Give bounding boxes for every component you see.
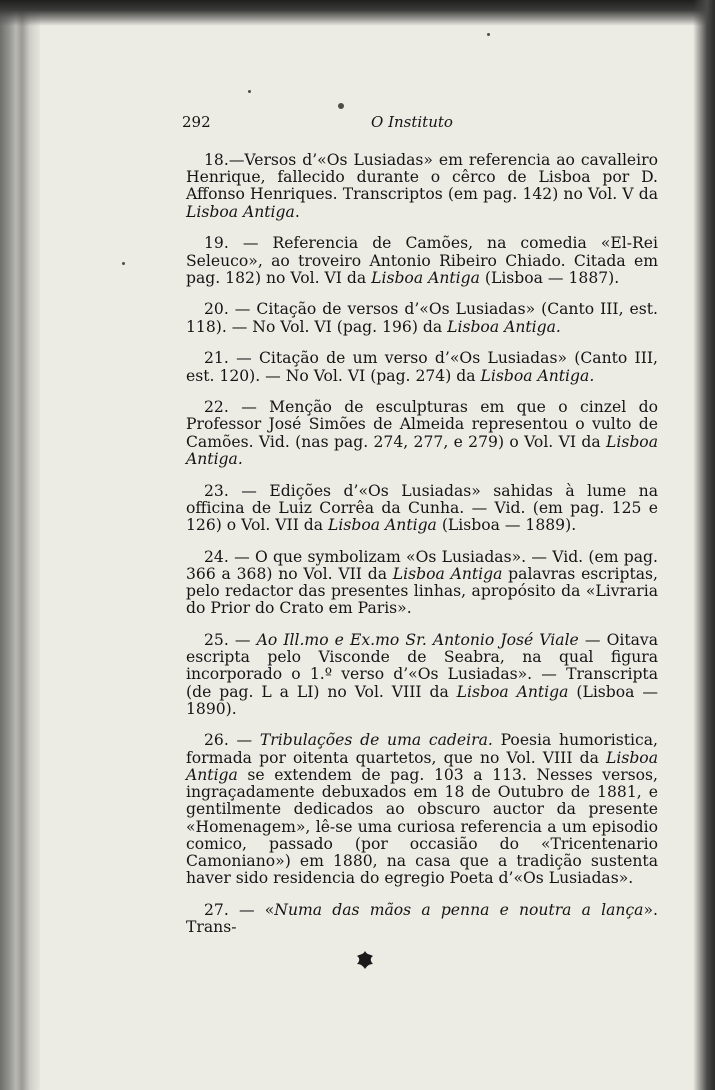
entry-number: 19. bbox=[204, 234, 229, 253]
page-number: 292 bbox=[182, 113, 211, 131]
entry-text: — Oitava escripta pelo Visconde de Seabra, na qual figura incorporado o 1.º verso d’«Os Lusiadas». — Transcripta (de pag. L a LI) no Vol. VIII da bbox=[186, 630, 659, 701]
catalogue-entry bbox=[186, 483, 658, 535]
page-header bbox=[182, 112, 658, 134]
entry-text: — Citação de um verso d’«Os Lusiadas» (Canto III, est. 120). — No Vol. VI (pag. 274) da bbox=[186, 349, 658, 385]
entry-text: — Edições d’«Os Lusiadas» sahidas à lume na officina de Luiz Corrêa da Cunha. — Vid. (em pag. 125 e 126) o Vol. VII da bbox=[186, 481, 658, 534]
entry-italic-text: Tribulações de uma cadeira. bbox=[259, 731, 493, 750]
paper-speck bbox=[248, 90, 251, 93]
entry-text: — O que symbolizam «Os Lusiadas». — Vid. (em pag. 366 a 368) no Vol. VII da bbox=[186, 547, 658, 583]
entry-italic-text: Lisboa Antiga. bbox=[447, 317, 561, 336]
catalogue-entry bbox=[186, 732, 658, 887]
catalogue-entry bbox=[186, 399, 658, 468]
entry-number: 22. bbox=[204, 398, 229, 417]
entry-text: — Citação de versos d’«Os Lusiadas» (Canto III, est. 118). — No Vol. VI (pag. 196) da bbox=[186, 300, 658, 336]
entry-italic-text: Lisboa Antiga bbox=[328, 515, 437, 534]
entry-text: — bbox=[228, 630, 257, 649]
page-body bbox=[182, 112, 659, 951]
entry-text: (Lisboa — 1890). bbox=[186, 682, 658, 718]
entry-number: 26. bbox=[204, 731, 229, 750]
paper-speck bbox=[338, 103, 344, 109]
catalogue-entry bbox=[186, 235, 658, 287]
entry-italic-text: Lisboa Antiga bbox=[186, 748, 658, 784]
catalogue-entry bbox=[186, 301, 658, 335]
entry-number: 20. bbox=[204, 300, 229, 319]
entry-number: 18. bbox=[204, 151, 229, 169]
entry-text: (Lisboa — 1887). bbox=[479, 268, 620, 287]
entry-text: —Versos d’«Os Lusiadas» em referencia ao cavalleiro Henrique, fallecido durante o cêrco de Lisboa por D. Affonso Henriques. Transcriptos (em pag. 142) no Vol. V da bbox=[186, 151, 658, 204]
entry-italic-text: Lisboa Antiga bbox=[456, 682, 569, 701]
catalogue-entry bbox=[186, 632, 658, 718]
entry-italic-text: Lisboa Antiga bbox=[392, 564, 503, 583]
entry-text: (Lisboa — 1889). bbox=[436, 515, 577, 534]
top-scan-shadow bbox=[0, 0, 715, 26]
entry-italic-text: Lisboa Antiga bbox=[186, 202, 295, 221]
running-title: O Instituto bbox=[371, 113, 453, 131]
paper-speck bbox=[122, 262, 125, 265]
entry-number: 25. bbox=[204, 630, 229, 649]
entry-text: — bbox=[228, 731, 260, 750]
entry-number: 24. bbox=[204, 547, 229, 566]
entries-list bbox=[186, 152, 658, 936]
entry-number: 27. bbox=[204, 900, 229, 919]
entry-text: — Menção de esculpturas em que o cinzel do Professor José Simões de Almeida representou o vulto de Camões. Vid. (nas pag. 274, 277, e 279) o Vol. VI da bbox=[186, 398, 658, 451]
entry-number: 23. bbox=[204, 481, 229, 500]
entry-italic-text: Ao Ill.mo e Ex.mo Sr. Antonio José Viale bbox=[256, 630, 579, 649]
entry-text: ». Trans- bbox=[186, 900, 658, 937]
catalogue-entry bbox=[186, 152, 658, 221]
entry-italic-text: Lisboa Antiga. bbox=[480, 366, 595, 385]
entry-text: Poesia humoristica, formada por oitenta quartetos, que no Vol. VIII da bbox=[186, 731, 659, 767]
entry-text: — « bbox=[228, 900, 275, 919]
entry-number: 21. bbox=[204, 349, 229, 368]
paper-speck bbox=[487, 33, 490, 36]
entry-text: — Referencia de Camões, na comedia «El-Rei Seleuco», ao troveiro Antonio Ribeiro Chiado. Citada em pag. 182) no Vol. VI da bbox=[186, 234, 658, 287]
catalogue-entry bbox=[186, 902, 658, 936]
entry-italic-text: Lisboa Antiga. bbox=[186, 432, 658, 468]
entry-italic-text: Numa das mãos a penna e noutra a lança bbox=[274, 900, 644, 919]
entry-text: se extendem de pag. 103 a 113. Nesses versos, ingraçadamente debuxados em 18 de Outubro de 1881, e gentilmente dedicados ao obscuro auctor da presente «Homenagem», lê-se uma curiosa referencia a um episodio comico, passado (por occasião do «Tricentenario Camoniano») em 1880, na casa que a tradição sustenta haver sido residencia do egregio Poeta d’«Os Lusiadas». bbox=[186, 765, 658, 888]
fleuron-ornament-icon bbox=[355, 950, 375, 970]
book-binding-edge bbox=[0, 0, 40, 1090]
entry-text: palavras escriptas, pelo redactor das presentes linhas, apropósito da «Livraria do Prior do Crato em Paris». bbox=[186, 564, 658, 618]
right-scan-shadow bbox=[693, 0, 715, 1090]
entry-italic-text: Lisboa Antiga bbox=[371, 268, 480, 287]
catalogue-entry bbox=[186, 350, 658, 384]
entry-text: . bbox=[294, 202, 300, 221]
catalogue-entry bbox=[186, 549, 658, 618]
